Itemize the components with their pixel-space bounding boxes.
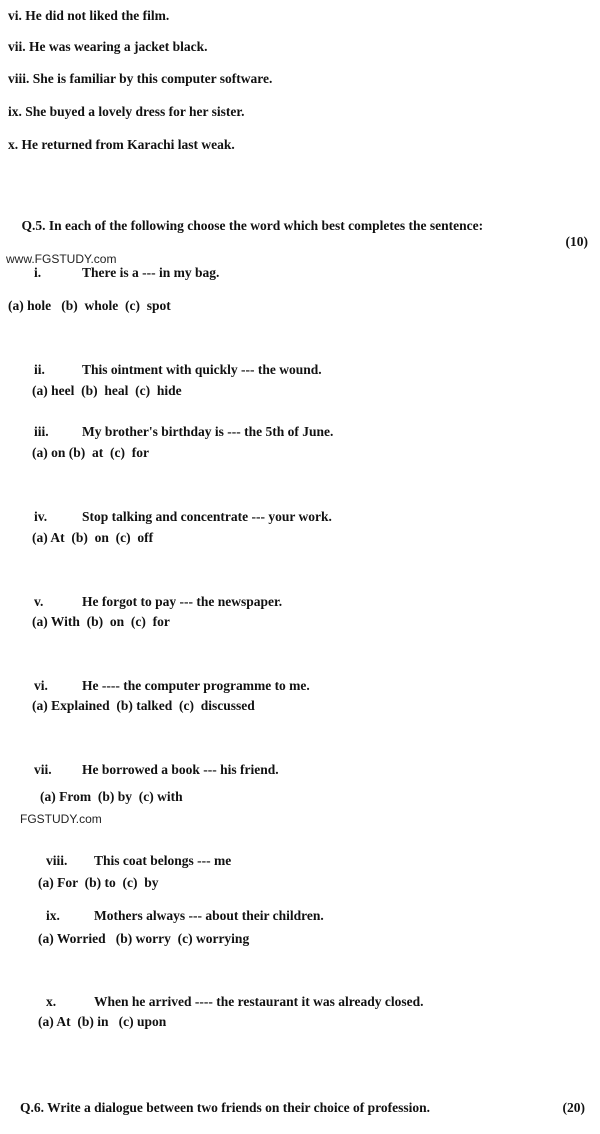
item-sentence: He ---- the computer programme to me.: [82, 678, 310, 693]
item-sentence: My brother's birthday is --- the 5th of June.: [82, 424, 334, 439]
item-number: viii.: [46, 853, 68, 868]
q5-item-sentence: [34, 265, 219, 281]
q4-item: vii. He was wearing a jacket black.: [8, 39, 208, 54]
q5-item-options: (a) For (b) to (c) by: [38, 875, 159, 890]
watermark: www.FGSTUDY.com: [6, 252, 117, 266]
q5-item-options: (a) From (b) by (c) with: [40, 789, 183, 804]
q5-item-sentence: [34, 762, 279, 778]
q5-item-sentence: [34, 509, 332, 525]
q5-item-sentence: [46, 994, 423, 1010]
q5-item-sentence: [34, 594, 282, 610]
watermark: FGSTUDY.com: [20, 812, 102, 826]
q5-item-sentence: [34, 362, 322, 378]
q5-item-options: (a) Worried (b) worry (c) worrying: [38, 931, 250, 946]
q5-heading-text: Q.5. In each of the following choose the word which best completes the sentence:: [21, 218, 484, 233]
q5-item-options: (a) heel (b) heal (c) hide: [32, 383, 182, 398]
item-number: x.: [46, 994, 57, 1009]
item-number: vii.: [34, 762, 52, 777]
q5-item-sentence: [46, 853, 231, 869]
item-sentence: He borrowed a book --- his friend.: [82, 762, 279, 777]
q5-item-options: (a) on (b) at (c) for: [32, 445, 149, 460]
q6-marks: (20): [562, 1100, 585, 1115]
item-sentence: He forgot to pay --- the newspaper.: [82, 594, 283, 609]
q5-item-sentence: [46, 908, 324, 924]
item-sentence: When he arrived ---- the restaurant it was already closed.: [94, 994, 424, 1009]
q4-item: x. He returned from Karachi last weak.: [8, 137, 235, 152]
item-number: v.: [34, 594, 44, 609]
item-sentence: This ointment with quickly --- the wound.: [82, 362, 322, 377]
q4-item: viii. She is familiar by this computer software.: [8, 71, 273, 86]
item-sentence: This coat belongs --- me: [94, 853, 232, 868]
q6-heading-text: Q.6. Write a dialogue between two friends on their choice of profession.: [20, 1100, 430, 1115]
q5-item-options: (a) At (b) on (c) off: [32, 530, 154, 545]
item-number: iv.: [34, 509, 48, 524]
q5-item-sentence: [34, 424, 333, 440]
item-sentence: There is a --- in my bag.: [82, 265, 220, 280]
q5-item-options: (a) hole (b) whole (c) spot: [8, 298, 171, 313]
q5-item-options: (a) Explained (b) talked (c) discussed: [32, 698, 255, 713]
item-sentence: Mothers always --- about their children.: [94, 908, 324, 923]
item-number: ii.: [34, 362, 45, 377]
item-sentence: Stop talking and concentrate --- your work.: [82, 509, 332, 524]
item-number: vi.: [34, 678, 48, 693]
q5-item-options: (a) With (b) on (c) for: [32, 614, 170, 629]
q5-marks: (10): [565, 234, 588, 249]
q4-item: ix. She buyed a lovely dress for her sister.: [8, 104, 245, 119]
item-number: ix.: [46, 908, 60, 923]
q6-heading: [20, 1100, 585, 1118]
item-number: iii.: [34, 424, 49, 439]
q4-item: vi. He did not liked the film.: [8, 8, 170, 23]
item-number: i.: [34, 265, 42, 280]
q5-item-sentence: [34, 678, 310, 694]
q5-item-options: (a) At (b) in (c) upon: [38, 1014, 167, 1029]
